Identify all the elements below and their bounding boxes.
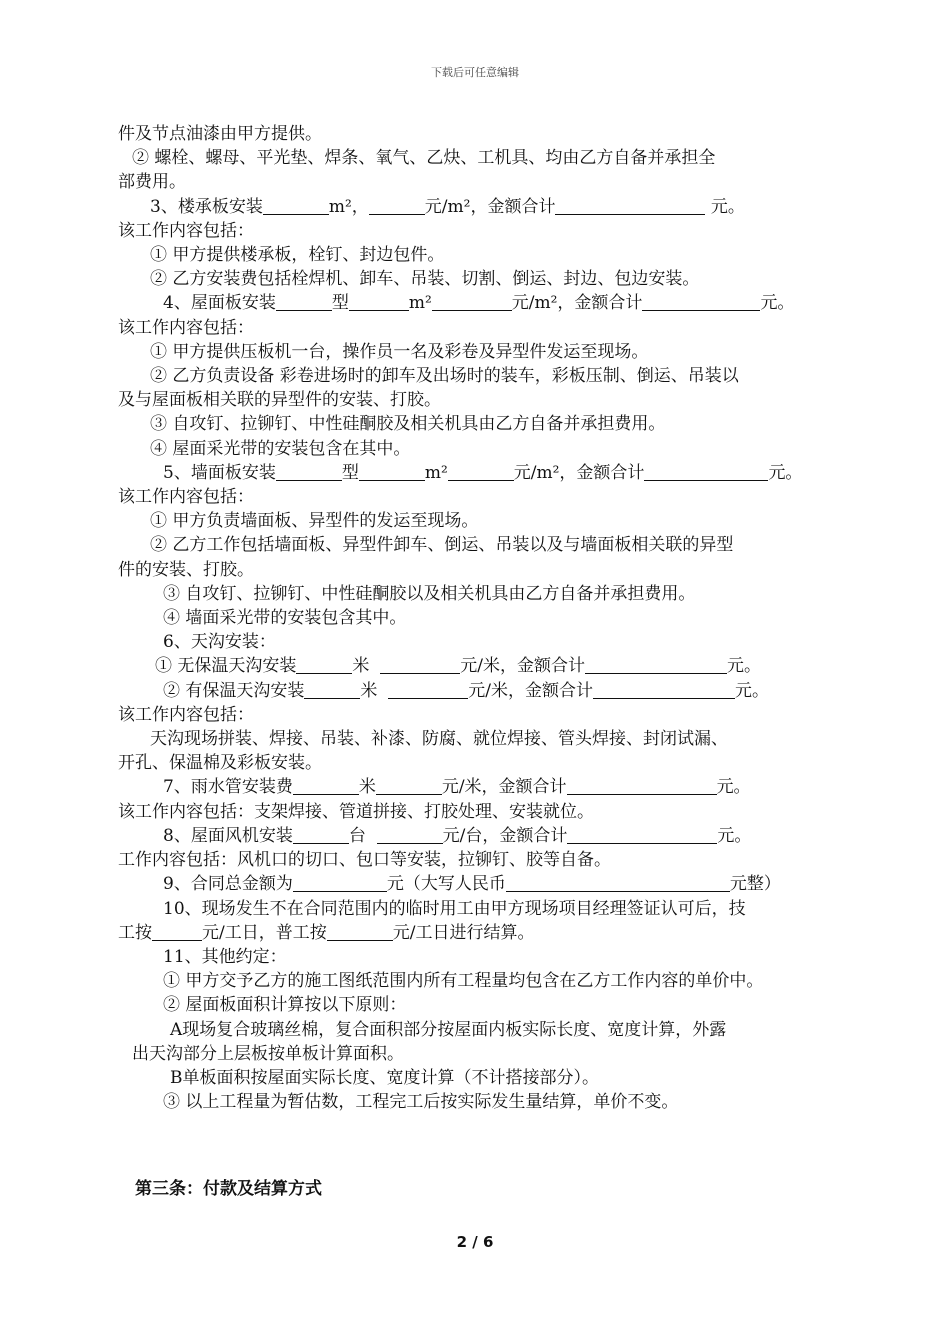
text: ²，	[344, 196, 369, 217]
text-line: 开孔、保温棉及彩板安装。	[118, 753, 322, 774]
text-line: ② 乙方安装费包括栓焊机、卸车、吊装、切割、倒运、封边、包边安装。	[150, 269, 700, 290]
clause-10-line	[118, 921, 848, 945]
text-line: ② 乙方负责设备 彩卷进场时的卸车及出场时的装车，彩板压制、倒运、吊装以	[150, 366, 739, 387]
text: m	[328, 196, 345, 217]
text: 元/米，金额合计	[441, 777, 567, 798]
blank-field	[585, 656, 727, 674]
blank-field	[263, 197, 329, 215]
text: 元。	[768, 462, 803, 483]
text-line: 6、天沟安装：	[163, 632, 276, 653]
text: 元/工日，普工按	[202, 922, 327, 943]
text: 元/m²，金额合计	[513, 462, 645, 483]
text-line: 11、其他约定：	[163, 946, 287, 967]
text-line: ② 屋面板面积计算按以下原则：	[163, 995, 407, 1016]
text: ② 有保温天沟安装	[163, 680, 305, 701]
text-line: 该工作内容包括：	[118, 704, 254, 725]
text: 元。	[726, 656, 761, 677]
text-line: 件及节点油漆由甲方提供。	[118, 124, 322, 144]
blank-field	[377, 826, 443, 844]
clause-6-1-line	[118, 654, 848, 678]
blank-field	[327, 923, 393, 941]
text-line: 该工作内容包括：	[118, 220, 254, 241]
text: 元。	[710, 196, 745, 217]
text-line: ④ 屋面采光带的安装包含在其中。	[150, 438, 411, 459]
text: 8、屋面风机安装	[163, 825, 293, 846]
text-line: 出天沟部分上层板按单板计算面积。	[132, 1043, 404, 1064]
blank-field	[376, 777, 442, 795]
text-line: ③ 以上工程量为暂估数，工程完工后按实际发生量结算，单价不变。	[163, 1092, 679, 1113]
clause-8-line	[118, 824, 848, 848]
text: 元（大写人民币	[386, 874, 506, 895]
page-indicator: 2 / 6	[456, 1233, 494, 1251]
blank-field	[593, 681, 735, 699]
blank-field	[380, 656, 460, 674]
blank-field	[304, 681, 360, 699]
clause-7-line	[118, 775, 848, 799]
text-line: B单板面积按屋面实际长度、宽度计算（不计搭接部分）。	[170, 1067, 599, 1088]
text: 型	[331, 293, 349, 314]
text: 米	[360, 680, 378, 701]
text-line: ③ 自攻钉、拉铆钉、中性硅酮胶及相关机具由乙方自备并承担费用。	[150, 414, 666, 435]
text: 元/米，金额合计	[468, 680, 593, 701]
blank-field	[369, 197, 425, 215]
clause-4-line	[118, 291, 848, 315]
text: 元。	[716, 777, 751, 798]
blank-field	[506, 874, 730, 892]
text: 元。	[734, 680, 769, 701]
clause-9-line	[118, 872, 848, 896]
blank-field	[432, 293, 512, 311]
text-line: 工作内容包括：风机口的切口、包口等安装，拉铆钉、胶等自备。	[118, 850, 611, 871]
text: 5、墙面板安装	[163, 462, 276, 483]
text-line: ③ 自攻钉、拉铆钉、中性硅酮胶以及相关机具由乙方自备并承担费用。	[163, 583, 696, 604]
blank-field	[567, 777, 717, 795]
blank-field	[276, 293, 332, 311]
text: 元/m²，金额合计	[424, 196, 556, 217]
text: 7、雨水管安装费	[163, 777, 293, 798]
blank-field	[642, 293, 760, 311]
text: 台	[348, 825, 366, 846]
text: 9、合同总金额为	[163, 874, 293, 895]
text: m²	[424, 462, 448, 483]
text: 元/工日进行结算。	[392, 922, 535, 943]
text: 4、屋面板安装	[163, 293, 276, 314]
document-body	[118, 122, 848, 1114]
text-line: ② 螺栓、螺母、平光垫、焊条、氧气、乙炔、工机具、均由乙方自备并承担全	[132, 148, 716, 169]
text-line: 部费用。	[118, 172, 186, 193]
text-line: 及与屋面板相关联的异型件的安装、打胶。	[118, 390, 441, 411]
text-line: ① 甲方交予乙方的施工图纸范围内所有工程量均包含在乙方工作内容的单价中。	[163, 971, 764, 992]
blank-field	[644, 463, 768, 481]
page-header: 下载后可任意编辑	[431, 66, 519, 79]
blank-field	[293, 826, 349, 844]
blank-field	[567, 826, 717, 844]
blank-field	[276, 463, 342, 481]
text: m²	[408, 293, 432, 314]
text-line: ① 甲方负责墙面板、异型件的发运至现场。	[150, 511, 479, 532]
text-line: ① 甲方提供楼承板，栓钉、封边包件。	[150, 245, 445, 266]
clause-6-2-line	[118, 679, 848, 703]
blank-field	[152, 923, 202, 941]
text-line: 该工作内容包括：	[118, 487, 254, 508]
text-line: ① 甲方提供压板机一台，操作员一名及彩卷及异型件发运至现场。	[150, 341, 649, 362]
text-line: A现场复合玻璃丝棉，复合面积部分按屋面内板实际长度、宽度计算，外露	[170, 1019, 727, 1040]
blank-field	[293, 777, 359, 795]
text-line: 件的安装、打胶。	[118, 559, 254, 580]
blank-field	[293, 874, 387, 892]
text: 元/m²，金额合计	[511, 293, 643, 314]
text-line: 该工作内容包括：支架焊接、管道拼接、打胶处理、安装就位。	[118, 801, 594, 822]
text-line: ② 乙方工作包括墙面板、异型件卸车、倒运、吊装以及与墙面板相关联的异型	[150, 535, 734, 556]
text: 米	[358, 777, 376, 798]
text: ① 无保温天沟安装	[155, 656, 297, 677]
clause-3-line	[118, 195, 848, 219]
text-line: 10、现场发生不在合同范围内的临时用工由甲方现场项目经理签证认可后，技	[163, 898, 746, 919]
blank-field	[448, 463, 514, 481]
text: 元。	[717, 825, 752, 846]
text-line: 该工作内容包括：	[118, 317, 254, 338]
text: 米	[352, 656, 370, 677]
text: 元/台，金额合计	[442, 825, 568, 846]
blank-field	[296, 656, 352, 674]
section-title: 第三条：付款及结算方式	[135, 1179, 322, 1199]
text-line: ④ 墙面采光带的安装包含其中。	[163, 608, 407, 629]
clause-5-line	[118, 461, 848, 485]
text: 元/米，金额合计	[460, 656, 585, 677]
blank-field	[555, 197, 705, 215]
blank-field	[359, 463, 425, 481]
text-line: 天沟现场拼装、焊接、吊装、补漆、防腐、就位焊接、管头焊接、封闭试漏、	[150, 729, 728, 750]
blank-field	[349, 293, 409, 311]
text: 型	[341, 462, 359, 483]
text: 元。	[760, 293, 795, 314]
blank-field	[388, 681, 468, 699]
text: 工按	[118, 922, 152, 943]
text: 3、楼承板安装	[150, 196, 263, 217]
text: 元整）	[729, 874, 781, 895]
